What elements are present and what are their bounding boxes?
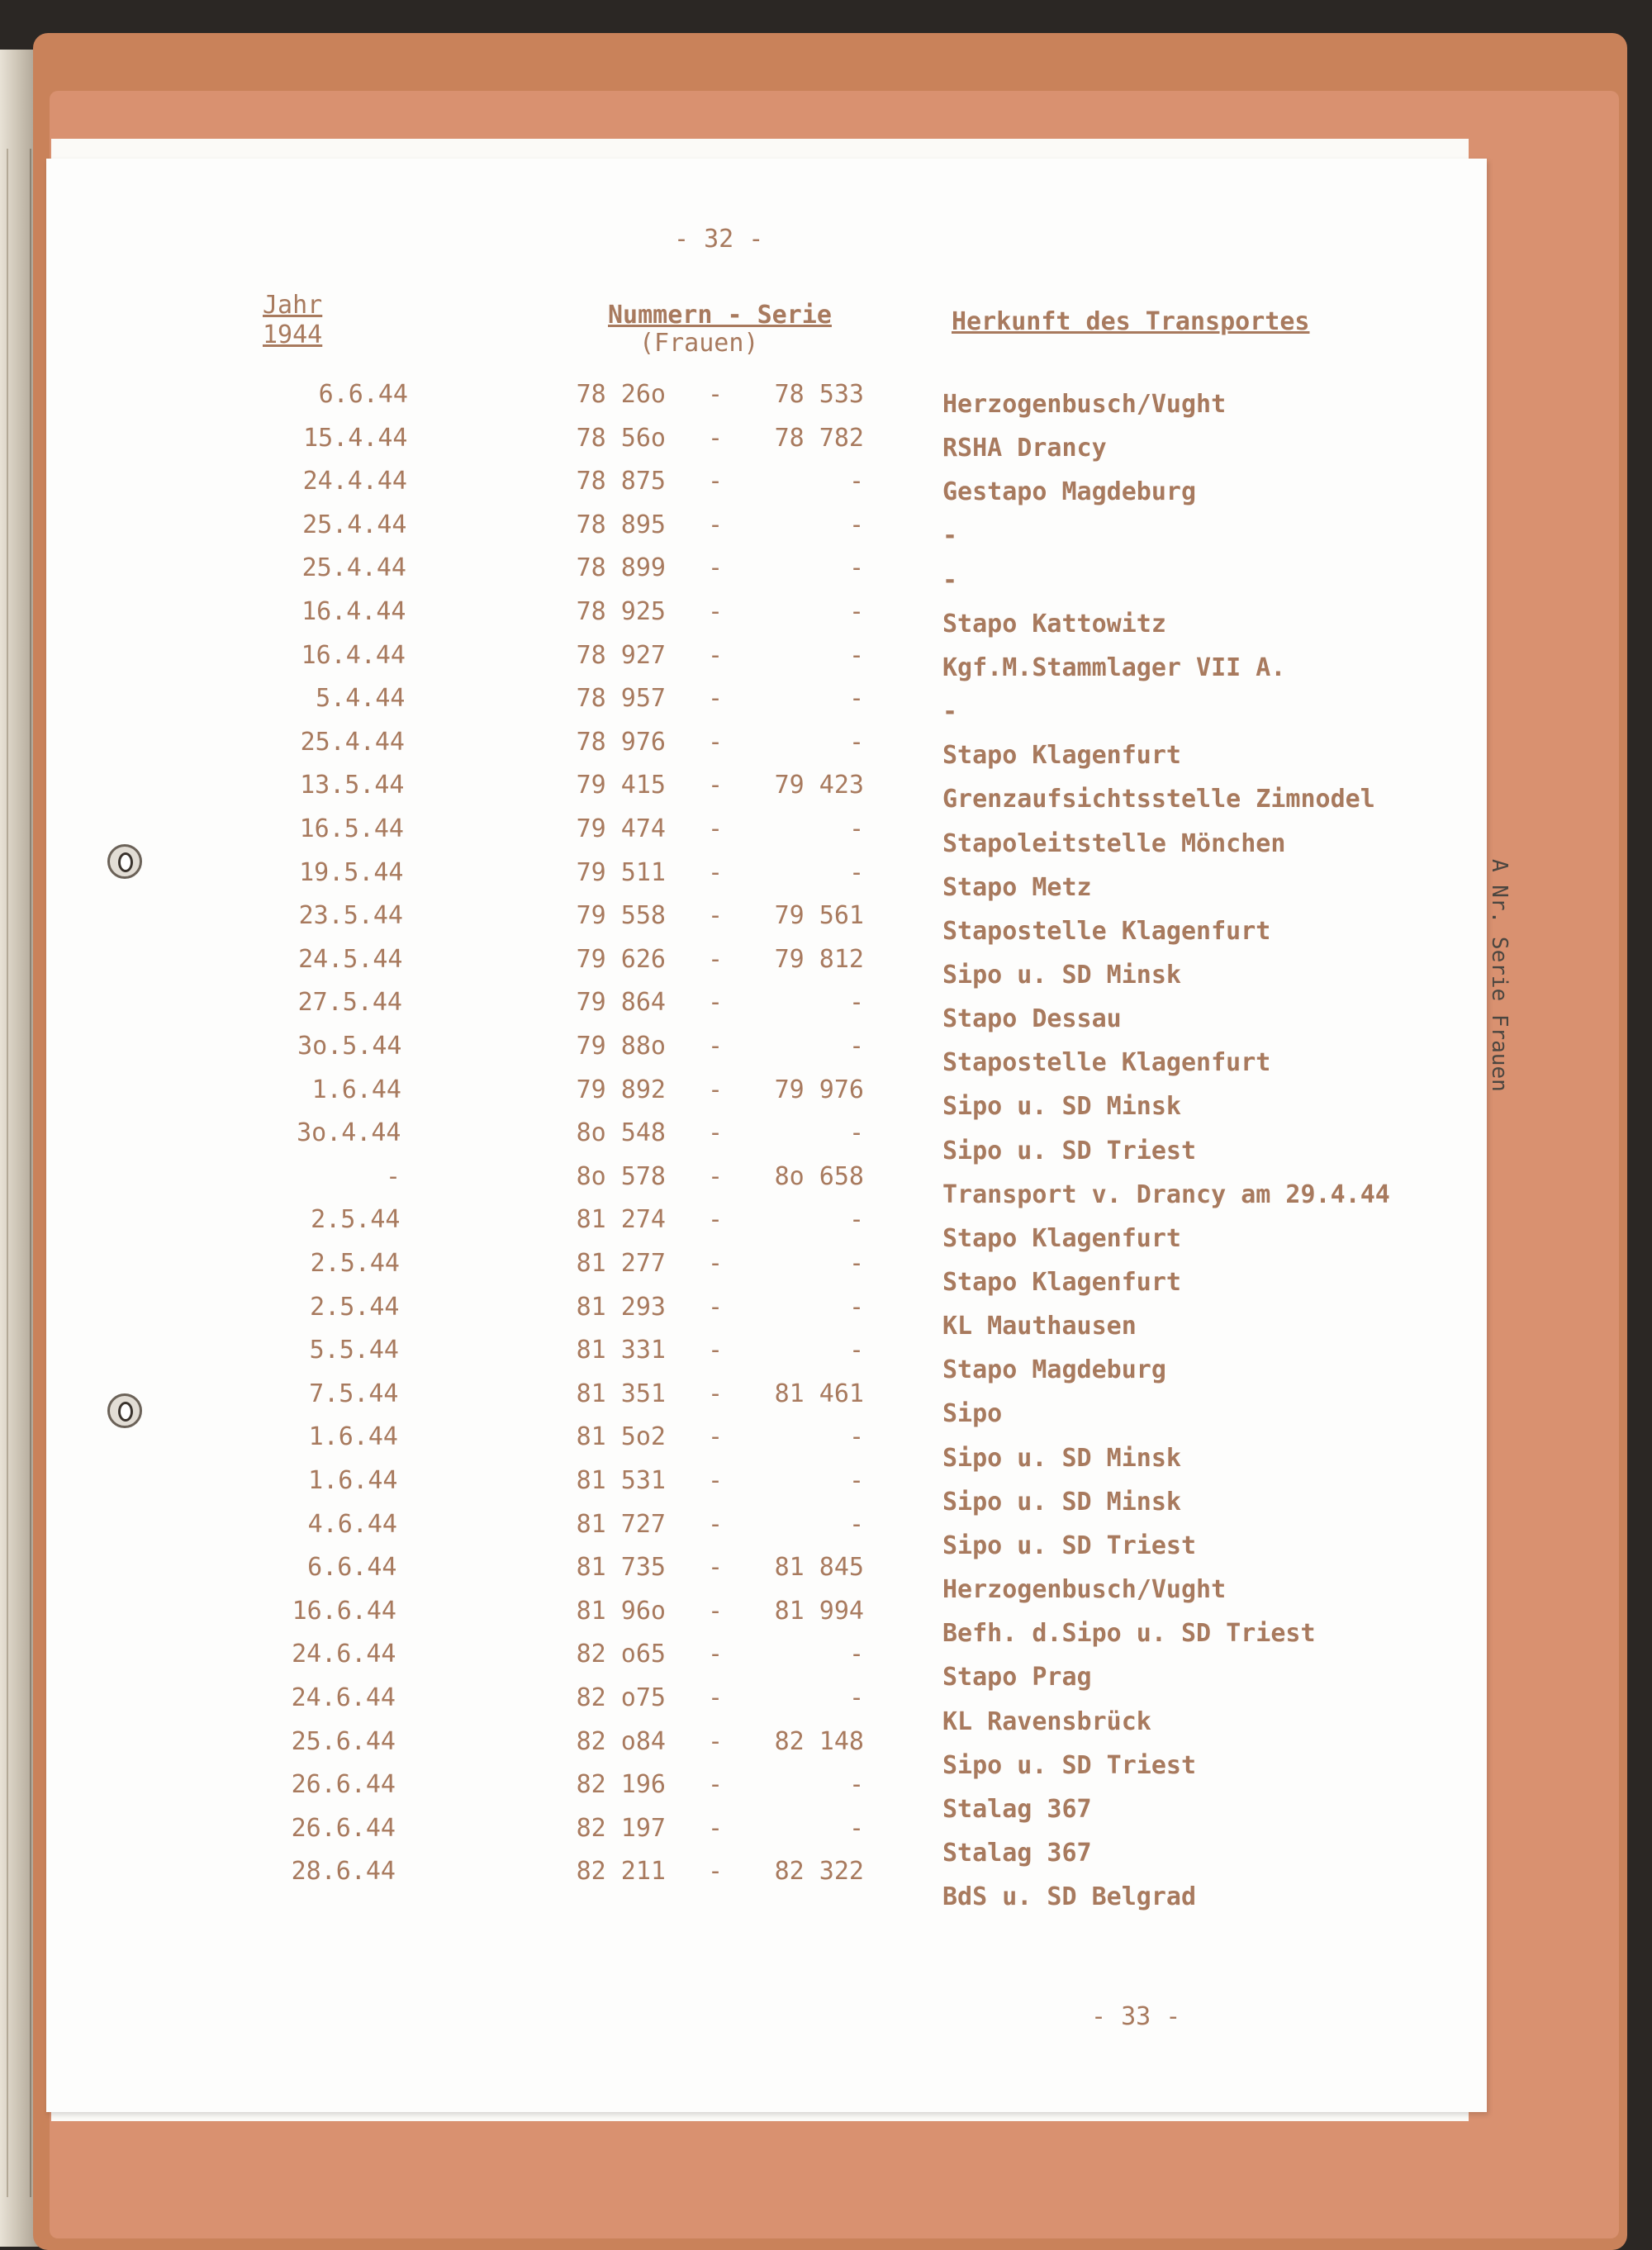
number-to-cell: -: [848, 1336, 864, 1365]
origin-cell: Stapo Kattowitz: [942, 609, 1166, 638]
header-numbers-label: Nummern - Serie: [608, 301, 832, 330]
range-dash: -: [707, 423, 724, 453]
number-to-cell: -: [848, 1813, 864, 1843]
number-to-cell: -: [848, 1205, 864, 1235]
number-to-cell: -: [848, 988, 864, 1018]
origin-cell: -: [942, 697, 958, 727]
range-dash: -: [707, 1292, 724, 1322]
table-row: [46, 1813, 1487, 1868]
date-cell: 7.5.44: [309, 1379, 399, 1408]
origin-cell: Befh. d.Sipo u. SD Triest: [942, 1619, 1316, 1649]
number-to-cell: -: [848, 1032, 864, 1061]
origin-cell: Stapostelle Klagenfurt: [942, 916, 1271, 946]
table-row: [46, 728, 1487, 771]
date-cell: 1.6.44: [308, 1422, 398, 1452]
origin-cell: Stalag 367: [942, 1794, 1092, 1824]
origin-cell: BdS u. SD Belgrad: [942, 1882, 1197, 1912]
number-to-cell: -: [848, 814, 864, 843]
number-to-cell: 81 994: [774, 1596, 864, 1626]
date-cell: 4.6.44: [307, 1509, 397, 1539]
table-row: [46, 1249, 1487, 1297]
origin-cell: Stapo Klagenfurt: [942, 1268, 1181, 1297]
number-to-cell: 78 533: [774, 380, 864, 409]
date-cell: 6.6.44: [307, 1553, 397, 1583]
origin-cell: Gestapo Magdeburg: [942, 477, 1197, 507]
origin-cell: -: [942, 521, 958, 551]
number-to-cell: -: [848, 640, 864, 670]
number-from-cell: 79 864: [576, 988, 666, 1018]
number-from-cell: 81 274: [576, 1205, 666, 1235]
number-from-cell: 78 927: [576, 640, 666, 670]
number-from-cell: 78 26o: [576, 380, 666, 409]
range-dash: -: [707, 597, 724, 626]
date-cell: 24.5.44: [298, 944, 403, 974]
origin-cell: Sipo u. SD Minsk: [942, 1092, 1181, 1122]
table-row: [46, 1205, 1487, 1253]
date-cell: 24.6.44: [291, 1683, 396, 1712]
origin-cell: Herzogenbusch/Vught: [942, 1575, 1227, 1605]
range-dash: -: [707, 467, 724, 496]
table-row: [46, 1857, 1487, 1912]
origin-cell: Grenzaufsichtsstelle Zimnodel: [942, 785, 1375, 814]
date-cell: -: [385, 1161, 401, 1191]
table-row: [46, 1770, 1487, 1824]
range-dash: -: [707, 1205, 724, 1235]
date-cell: 16.6.44: [292, 1596, 396, 1626]
date-cell: 25.6.44: [291, 1726, 396, 1756]
date-cell: 1.6.44: [311, 1075, 401, 1104]
origin-cell: Stapostelle Klagenfurt: [942, 1048, 1271, 1078]
date-cell: 2.5.44: [311, 1205, 401, 1235]
table-row: [46, 1683, 1487, 1736]
range-dash: -: [707, 1509, 724, 1539]
number-from-cell: 82 o65: [576, 1640, 666, 1669]
number-to-cell: -: [848, 553, 864, 583]
number-from-cell: 82 o75: [576, 1683, 666, 1712]
origin-cell: Sipo: [942, 1399, 1003, 1429]
number-from-cell: 78 895: [576, 510, 666, 539]
date-cell: 25.4.44: [302, 510, 407, 539]
number-to-cell: 81 845: [774, 1553, 864, 1583]
table-row: [46, 771, 1487, 814]
date-cell: 19.5.44: [299, 857, 404, 887]
number-from-cell: 81 727: [576, 1509, 666, 1539]
date-cell: 6.6.44: [318, 380, 408, 409]
page-number-top: - 32 -: [674, 225, 764, 254]
number-to-cell: -: [848, 857, 864, 887]
range-dash: -: [707, 727, 724, 757]
number-to-cell: -: [848, 1292, 864, 1322]
table-row: [46, 1075, 1487, 1122]
punch-hole-lower: [107, 1393, 142, 1428]
table-row: [46, 467, 1487, 510]
origin-cell: Sipo u. SD Minsk: [942, 1443, 1181, 1473]
table-row: [46, 1032, 1487, 1078]
range-dash: -: [707, 1118, 724, 1148]
number-to-cell: 79 423: [774, 771, 864, 800]
range-dash: -: [707, 1379, 724, 1408]
punch-hole-upper: [107, 844, 142, 879]
range-dash: -: [707, 771, 724, 800]
number-from-cell: 82 o84: [576, 1726, 666, 1756]
number-to-cell: -: [848, 1466, 864, 1495]
table-row: [46, 1509, 1487, 1560]
origin-cell: Stapo Prag: [942, 1663, 1092, 1692]
table-row: [46, 1161, 1487, 1209]
table-row: [46, 1553, 1487, 1605]
number-to-cell: -: [848, 510, 864, 539]
range-dash: -: [707, 1336, 724, 1365]
origin-cell: Kgf.M.Stammlager VII A.: [942, 653, 1286, 682]
origin-cell: Transport v. Drancy am 29.4.44: [942, 1180, 1390, 1209]
number-from-cell: 79 892: [576, 1075, 666, 1104]
table-row: [46, 814, 1487, 857]
origin-cell: RSHA Drancy: [942, 434, 1107, 463]
number-from-cell: 78 899: [576, 553, 666, 583]
table-row: [46, 553, 1487, 596]
date-cell: 23.5.44: [298, 901, 403, 931]
origin-cell: Stapo Magdeburg: [942, 1355, 1166, 1385]
range-dash: -: [707, 1813, 724, 1843]
number-from-cell: 78 957: [576, 684, 666, 714]
number-from-cell: 81 735: [576, 1553, 666, 1583]
table-row: [46, 424, 1487, 467]
number-to-cell: 81 461: [774, 1379, 864, 1408]
origin-cell: Sipo u. SD Minsk: [942, 1487, 1181, 1517]
number-to-cell: -: [848, 1118, 864, 1148]
date-cell: 16.5.44: [299, 814, 404, 843]
date-cell: 25.4.44: [300, 727, 405, 757]
range-dash: -: [707, 684, 724, 714]
number-to-cell: 78 782: [774, 423, 864, 453]
date-cell: 3o.5.44: [297, 1032, 402, 1061]
origin-cell: Stalag 367: [942, 1838, 1092, 1868]
header-year-label: Jahr: [263, 291, 323, 320]
date-cell: 1.6.44: [308, 1466, 398, 1495]
number-from-cell: 79 558: [576, 901, 666, 931]
origin-cell: Sipo u. SD Triest: [942, 1136, 1197, 1165]
origin-cell: Stapo Klagenfurt: [942, 741, 1181, 771]
range-dash: -: [707, 553, 724, 583]
number-from-cell: 82 211: [576, 1857, 666, 1887]
date-cell: 16.4.44: [301, 597, 406, 626]
origin-cell: Sipo u. SD Triest: [942, 1531, 1197, 1560]
number-to-cell: 79 812: [774, 944, 864, 974]
range-dash: -: [707, 901, 724, 931]
range-dash: -: [707, 988, 724, 1018]
number-to-cell: -: [848, 597, 864, 626]
number-from-cell: 81 96o: [576, 1596, 666, 1626]
table-row: [46, 1640, 1487, 1692]
origin-cell: KL Mauthausen: [942, 1312, 1137, 1341]
number-to-cell: 82 148: [774, 1726, 864, 1756]
table-row: [46, 380, 1487, 423]
table-row: [46, 1336, 1487, 1385]
side-tab-label: A Nr. Serie Frauen: [1487, 859, 1512, 1092]
number-to-cell: -: [848, 1249, 864, 1278]
table-row: [46, 1466, 1487, 1517]
number-to-cell: -: [848, 1509, 864, 1539]
number-to-cell: -: [848, 1640, 864, 1669]
header-numbers-sub: (Frauen): [639, 329, 759, 358]
number-to-cell: -: [848, 1770, 864, 1800]
table-row: [46, 901, 1487, 944]
number-from-cell: 82 197: [576, 1813, 666, 1843]
number-from-cell: 79 626: [576, 944, 666, 974]
number-to-cell: 8o 658: [774, 1161, 864, 1191]
date-cell: 3o.4.44: [297, 1118, 401, 1148]
range-dash: -: [707, 1466, 724, 1495]
number-from-cell: 78 925: [576, 597, 666, 626]
origin-cell: -: [942, 565, 958, 595]
date-cell: 26.6.44: [291, 1813, 396, 1843]
number-from-cell: 82 196: [576, 1770, 666, 1800]
range-dash: -: [707, 814, 724, 843]
number-from-cell: 78 56o: [576, 423, 666, 453]
date-cell: 5.4.44: [316, 684, 406, 714]
table-row: [46, 510, 1487, 553]
range-dash: -: [707, 1553, 724, 1583]
date-cell: 5.5.44: [309, 1336, 399, 1365]
range-dash: -: [707, 1032, 724, 1061]
date-cell: 24.4.44: [302, 467, 407, 496]
number-from-cell: 79 415: [576, 771, 666, 800]
date-cell: 28.6.44: [291, 1857, 396, 1887]
table-row: [46, 1379, 1487, 1429]
date-cell: 24.6.44: [292, 1640, 396, 1669]
show-through-shadow-1: [203, 299, 253, 349]
origin-cell: Herzogenbusch/Vught: [942, 390, 1227, 419]
date-cell: 27.5.44: [297, 988, 402, 1018]
number-to-cell: -: [848, 684, 864, 714]
number-to-cell: 79 561: [774, 901, 864, 931]
date-cell: 25.4.44: [301, 553, 406, 583]
number-to-cell: -: [848, 1422, 864, 1452]
number-from-cell: 78 875: [576, 467, 666, 496]
range-dash: -: [707, 1075, 724, 1104]
date-cell: 13.5.44: [300, 771, 405, 800]
range-dash: -: [707, 1683, 724, 1712]
number-to-cell: -: [848, 1683, 864, 1712]
header-year-value: 1944: [263, 320, 323, 349]
number-from-cell: 8o 548: [576, 1118, 666, 1148]
range-dash: -: [707, 510, 724, 539]
table-row: [46, 1118, 1487, 1165]
date-cell: 16.4.44: [301, 640, 406, 670]
table-row: [46, 684, 1487, 727]
table-row: [46, 1422, 1487, 1473]
number-to-cell: -: [848, 727, 864, 757]
origin-cell: Stapo Dessau: [942, 1004, 1122, 1034]
table-row: [46, 1726, 1487, 1780]
table-row: [46, 858, 1487, 901]
range-dash: -: [707, 1857, 724, 1887]
date-cell: 15.4.44: [303, 423, 408, 453]
number-from-cell: 78 976: [576, 727, 666, 757]
range-dash: -: [707, 1161, 724, 1191]
origin-cell: Stapo Metz: [942, 872, 1092, 902]
table-row: [46, 1292, 1487, 1341]
range-dash: -: [707, 944, 724, 974]
origin-cell: Stapo Klagenfurt: [942, 1223, 1181, 1253]
number-to-cell: 82 322: [774, 1857, 864, 1887]
table-row: [46, 988, 1487, 1034]
date-cell: 2.5.44: [310, 1292, 400, 1322]
range-dash: -: [707, 1422, 724, 1452]
range-dash: -: [707, 857, 724, 887]
origin-cell: KL Ravensbrück: [942, 1706, 1151, 1736]
table-row: [46, 641, 1487, 684]
table-row: [46, 1596, 1487, 1649]
origin-cell: Sipo u. SD Minsk: [942, 960, 1181, 990]
header-origin-label: Herkunft des Transportes: [952, 307, 1310, 336]
range-dash: -: [707, 1726, 724, 1756]
number-from-cell: 81 351: [576, 1379, 666, 1408]
range-dash: -: [707, 380, 724, 409]
number-from-cell: 79 511: [576, 857, 666, 887]
document-page: [46, 159, 1487, 2112]
number-from-cell: 81 277: [576, 1249, 666, 1278]
number-from-cell: 81 5o2: [576, 1422, 666, 1452]
number-to-cell: 79 976: [774, 1075, 864, 1104]
number-from-cell: 81 531: [576, 1466, 666, 1495]
number-from-cell: 79 88o: [576, 1032, 666, 1061]
number-from-cell: 8o 578: [576, 1161, 666, 1191]
origin-cell: Sipo u. SD Triest: [942, 1750, 1197, 1780]
date-cell: 2.5.44: [310, 1249, 400, 1278]
range-dash: -: [707, 1770, 724, 1800]
binder-page-edges: [7, 149, 31, 2197]
number-to-cell: -: [848, 467, 864, 496]
table-row: [46, 597, 1487, 640]
table-row: [46, 945, 1487, 988]
page-number-bottom: - 33 -: [1091, 2002, 1181, 2031]
range-dash: -: [707, 1596, 724, 1626]
number-from-cell: 79 474: [576, 814, 666, 843]
origin-cell: Stapoleitstelle Mönchen: [942, 828, 1286, 858]
date-cell: 26.6.44: [291, 1770, 396, 1800]
range-dash: -: [707, 1640, 724, 1669]
number-from-cell: 81 293: [576, 1292, 666, 1322]
range-dash: -: [707, 1249, 724, 1278]
range-dash: -: [707, 640, 724, 670]
number-from-cell: 81 331: [576, 1336, 666, 1365]
